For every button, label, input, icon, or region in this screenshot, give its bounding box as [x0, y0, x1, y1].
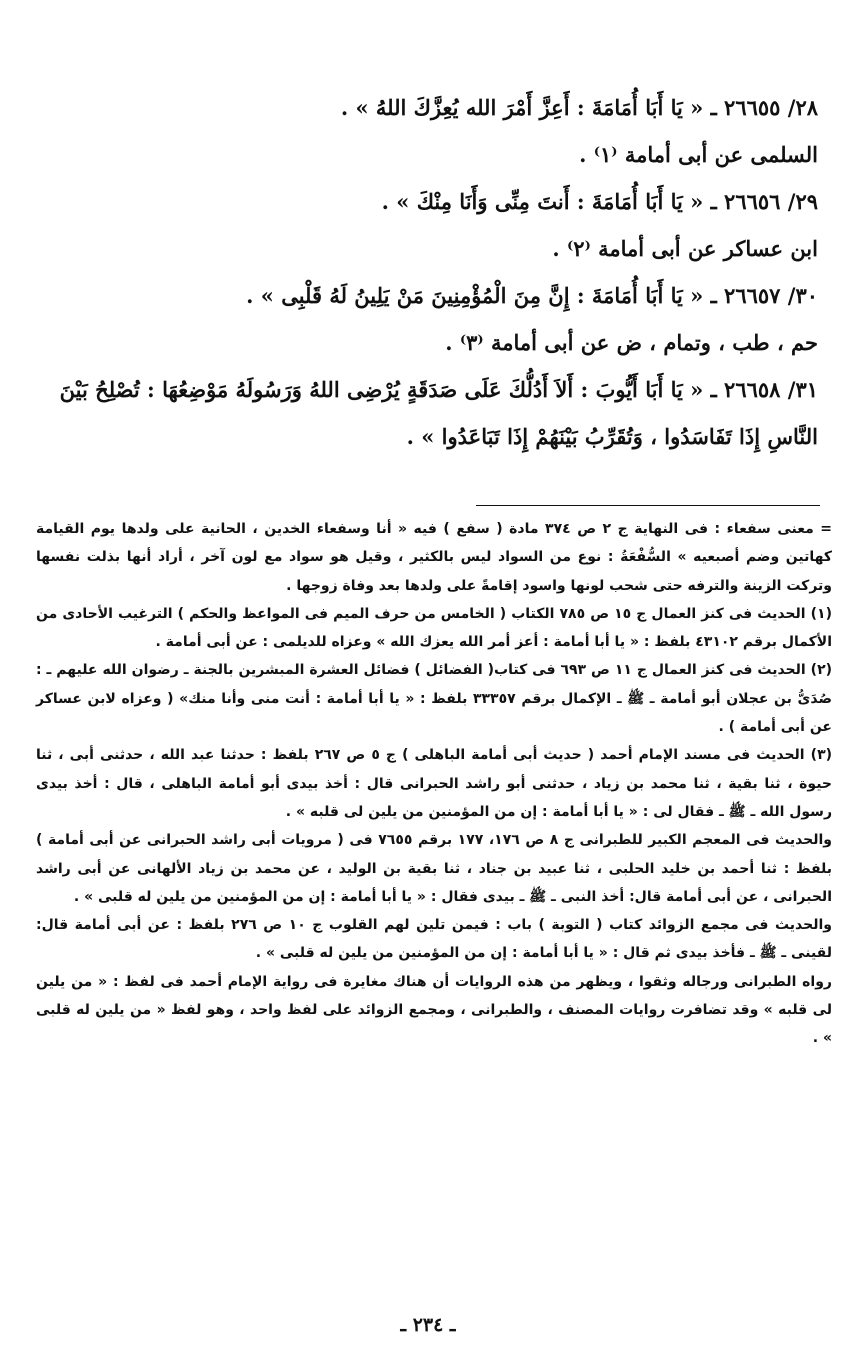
hadith-section	[36, 84, 818, 460]
footnotes-section	[36, 515, 832, 1053]
hadith-28: ٢٨/ ٢٦٦٥٥ ـ « يَا أَبَا أُمَامَةَ : أَعِزَّ أَمْرَ الله يُعِزَّكَ اللهُ » .	[340, 95, 818, 120]
footnote-3-tabarani: والحديث فى المعجم الكبير للطبرانى ج ٨ ص ١٧٦، ١٧٧ برقم ٧٦٥٥ فى ( مرويات أبى راشد الحبرانى عن أبى أمامة ) بلفظ : ثنا أحمد بن خليد الحلبى ، ثنا عبيد بن جناد ، ثنا بقية بن الوليد ، عن محمد بن زياد الألهانى عن أبى راشد الحبرانى ، عن أبى أمامة قال: أخذ النبى ـ ﷺ ـ بيدى فقال : « يا أبا أمامة : إن من المؤمنين من يلين له قلبى » .	[36, 832, 833, 905]
hadith-30: ٣٠/ ٢٦٦٥٧ ـ « يَا أَبَا أُمَامَةَ : إِنَّ مِنَ الْمُؤْمِنِينَ مَنْ يَلِينُ لَهُ قَلْبِى » .	[246, 283, 818, 308]
hadith-31: ٣١/ ٢٦٦٥٨ ـ « يَا أَبَا أَيُّوبَ : أَلاَ أَدُلُّكَ عَلَى صَدَقَةٍ يُرْضِى اللهُ وَرَسُولَهُ مَوْضِعُهَا : تُصْلِحُ بَيْنَ النَّاسِ إِذَا تَفَاسَدُوا ، وَتُقَرِّبُ بَيْنَهُمْ إِذَا تَبَاعَدُوا » .	[59, 377, 818, 449]
footnote-3-majma: والحديث فى مجمع الزوائد كتاب ( التوبة ) باب : فيمن تلين لهم القلوب ج ١٠ ص ٢٧٦ بلفظ : عن أبى أمامة قال: لقينى ـ ﷺ ـ فأخذ بيدى ثم قال : « يا أبا أمامة : إن من المؤمنين من يلين له قلبى » .	[36, 917, 832, 962]
page-number: ـ ٢٣٤ ـ	[400, 1314, 456, 1336]
hadith-30-source: حم ، طب ، وتمام ، ض عن أبى أمامة ⁽٣⁾ .	[445, 330, 818, 355]
footnote-continuation: = معنى سفعاء : فى النهاية ج ٢ ص ٣٧٤ مادة ( سفع ) فيه « أنا وسفعاء الخدين ، الحانية على ولدها يوم القيامة كهاتين وضم أصبعيه » السُّفْعَةُ : نوع من السواد ليس بالكثير ، وقيل هو سواد مع لون آخر ، أراد أنها بذلت نفسها وتركت الزينة والترفه حتى شحب لونها واسود إقامةً على ولدها بعد وفاة زوجها .	[36, 521, 833, 594]
hadith-29: ٢٩/ ٢٦٦٥٦ ـ « يَا أَبَا أُمَامَةَ : أَنتَ مِنِّى وَأَنَا مِنْكَ » .	[381, 189, 818, 214]
footnote-3: (٣) الحديث فى مسند الإمام أحمد ( حديث أبى أمامة الباهلى ) ج ٥ ص ٢٦٧ بلفظ : حدثنا عبد الله ، حدثنى أبى ، ثنا حيوة ، ثنا بقية ، ثنا محمد بن زياد ، حدثنى أبو راشد الحبرانى قال : أخذ بيدى أبو أمامة الباهلى ، قال : أخذ بيدى رسول الله ـ ﷺ ـ فقال لى : « يا أبا أمامة : إن من المؤمنين من يلين لى قلبه » .	[36, 747, 833, 820]
footnote-2: (٢) الحديث فى كنز العمال ج ١١ ص ٦٩٣ فى كتاب( الفضائل ) فضائل العشرة المبشرين بالجنة ـ رضوان الله عليهم ـ : صُدَىُّ بن عجلان أبو أمامة ـ ﷺ ـ الإكمال برقم ٣٣٣٥٧ بلفظ : « يا أبا أمامة : أنت منى وأنا منك» ( وعزاه لابن عساكر عن أبى أمامة ) .	[36, 662, 833, 736]
hadith-29-source: ابن عساكر عن أبى أمامة ⁽٢⁾ .	[552, 236, 818, 261]
footnote-1: (١) الحديث فى كنز العمال ج ١٥ ص ٧٨٥ الكتاب ( الخامس من حرف الميم فى المواعظ والحكم ) الترغيب الأحادى من الأكمال برقم ٤٣١٠٢ بلفظ : « يا أبا أمامة : أعز أمر الله يعزك الله » وعزاه للديلمى : عن أبى أمامة .	[36, 605, 832, 651]
footnote-3-commentary: رواه الطبرانى ورجاله وثقوا ، ويظهر من هذه الروايات أن هناك مغايرة فى رواية الإمام أحمد فى لفظ : « من يلين لى قلبه » وقد تضافرت روايات المصنف ، والطبرانى ، ومجمع الزوائد على لفظ واحد ، وهو لفظ « من يلين له قلبى » .	[36, 973, 832, 1047]
footnote-divider	[476, 505, 820, 506]
hadith-28-source: السلمى عن أبى أمامة ⁽١⁾ .	[579, 142, 818, 167]
